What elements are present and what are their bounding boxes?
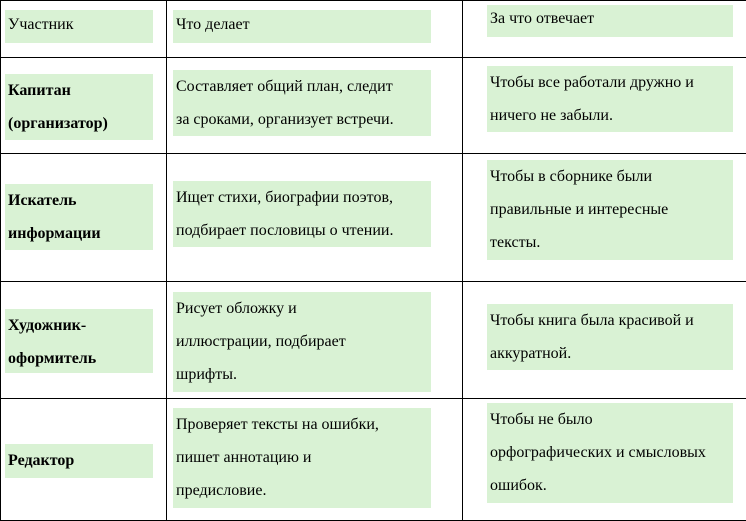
role-cell (1, 58, 167, 154)
role-text (5, 444, 153, 478)
role-cell (1, 154, 167, 282)
does-line: Проверяет тексты на ошибки, (176, 408, 431, 441)
role-line: информации (8, 217, 153, 250)
responsible-line: аккуратной. (490, 337, 733, 370)
does-cell (167, 154, 463, 282)
does-line: пишет аннотацию и (176, 441, 431, 474)
does-cell (167, 282, 463, 399)
responsible-line: ошибок. (490, 469, 733, 502)
responsible-line: ничего не забыли. (490, 99, 733, 132)
responsible-line: правильные и интересные (490, 193, 733, 226)
responsible-cell (463, 399, 746, 521)
does-line: шрифты. (176, 358, 431, 391)
role-line: Редактор (8, 444, 153, 477)
role-line: Художник- (8, 309, 153, 342)
role-line: Капитан (8, 74, 153, 107)
responsible-cell (463, 154, 746, 282)
role-line: (организатор) (8, 107, 153, 140)
header-cell-does (167, 1, 463, 58)
role-text (5, 74, 153, 140)
table-row (1, 154, 746, 282)
role-cell (1, 399, 167, 521)
table-row (1, 399, 746, 521)
role-line: Искатель (8, 184, 153, 217)
responsible-text (487, 304, 733, 370)
responsible-text (487, 160, 733, 260)
does-text (173, 408, 431, 508)
responsible-text (487, 66, 733, 132)
responsible-line: Чтобы все работали дружно и (490, 66, 733, 99)
does-text (173, 181, 431, 247)
header-cell-participant (1, 1, 167, 58)
header-cell-responsible (463, 1, 746, 58)
responsible-line: Чтобы книга была красивой и (490, 304, 733, 337)
responsible-line: тексты. (490, 226, 733, 259)
table-row (1, 282, 746, 399)
does-line: Составляет общий план, следит (176, 70, 431, 103)
table-header-row (1, 1, 746, 58)
responsible-cell (463, 58, 746, 154)
responsible-text (487, 403, 733, 503)
role-line: оформитель (8, 342, 153, 373)
table-row (1, 58, 746, 154)
does-text (173, 70, 431, 136)
role-text (5, 309, 153, 373)
does-line: подбирает пословицы о чтении. (176, 214, 431, 247)
responsible-cell (463, 282, 746, 399)
header-responsible: За что отвечает (487, 5, 733, 37)
does-line: предисловие. (176, 474, 431, 507)
header-does: Что делает (173, 10, 431, 43)
role-text (5, 184, 153, 250)
does-line: иллюстрации, подбирает (176, 325, 431, 358)
does-line: Ищет стихи, биографии поэтов, (176, 181, 431, 214)
does-cell (167, 58, 463, 154)
does-line: за сроками, организует встречи. (176, 103, 431, 136)
does-line: Рисует обложку и (176, 292, 431, 325)
does-text (173, 292, 431, 392)
role-cell (1, 282, 167, 399)
responsible-line: Чтобы не было (490, 403, 733, 436)
responsible-line: орфографических и смысловых (490, 436, 733, 469)
does-cell (167, 399, 463, 521)
header-participant: Участник (5, 10, 153, 43)
responsible-line: Чтобы в сборнике были (490, 160, 733, 193)
